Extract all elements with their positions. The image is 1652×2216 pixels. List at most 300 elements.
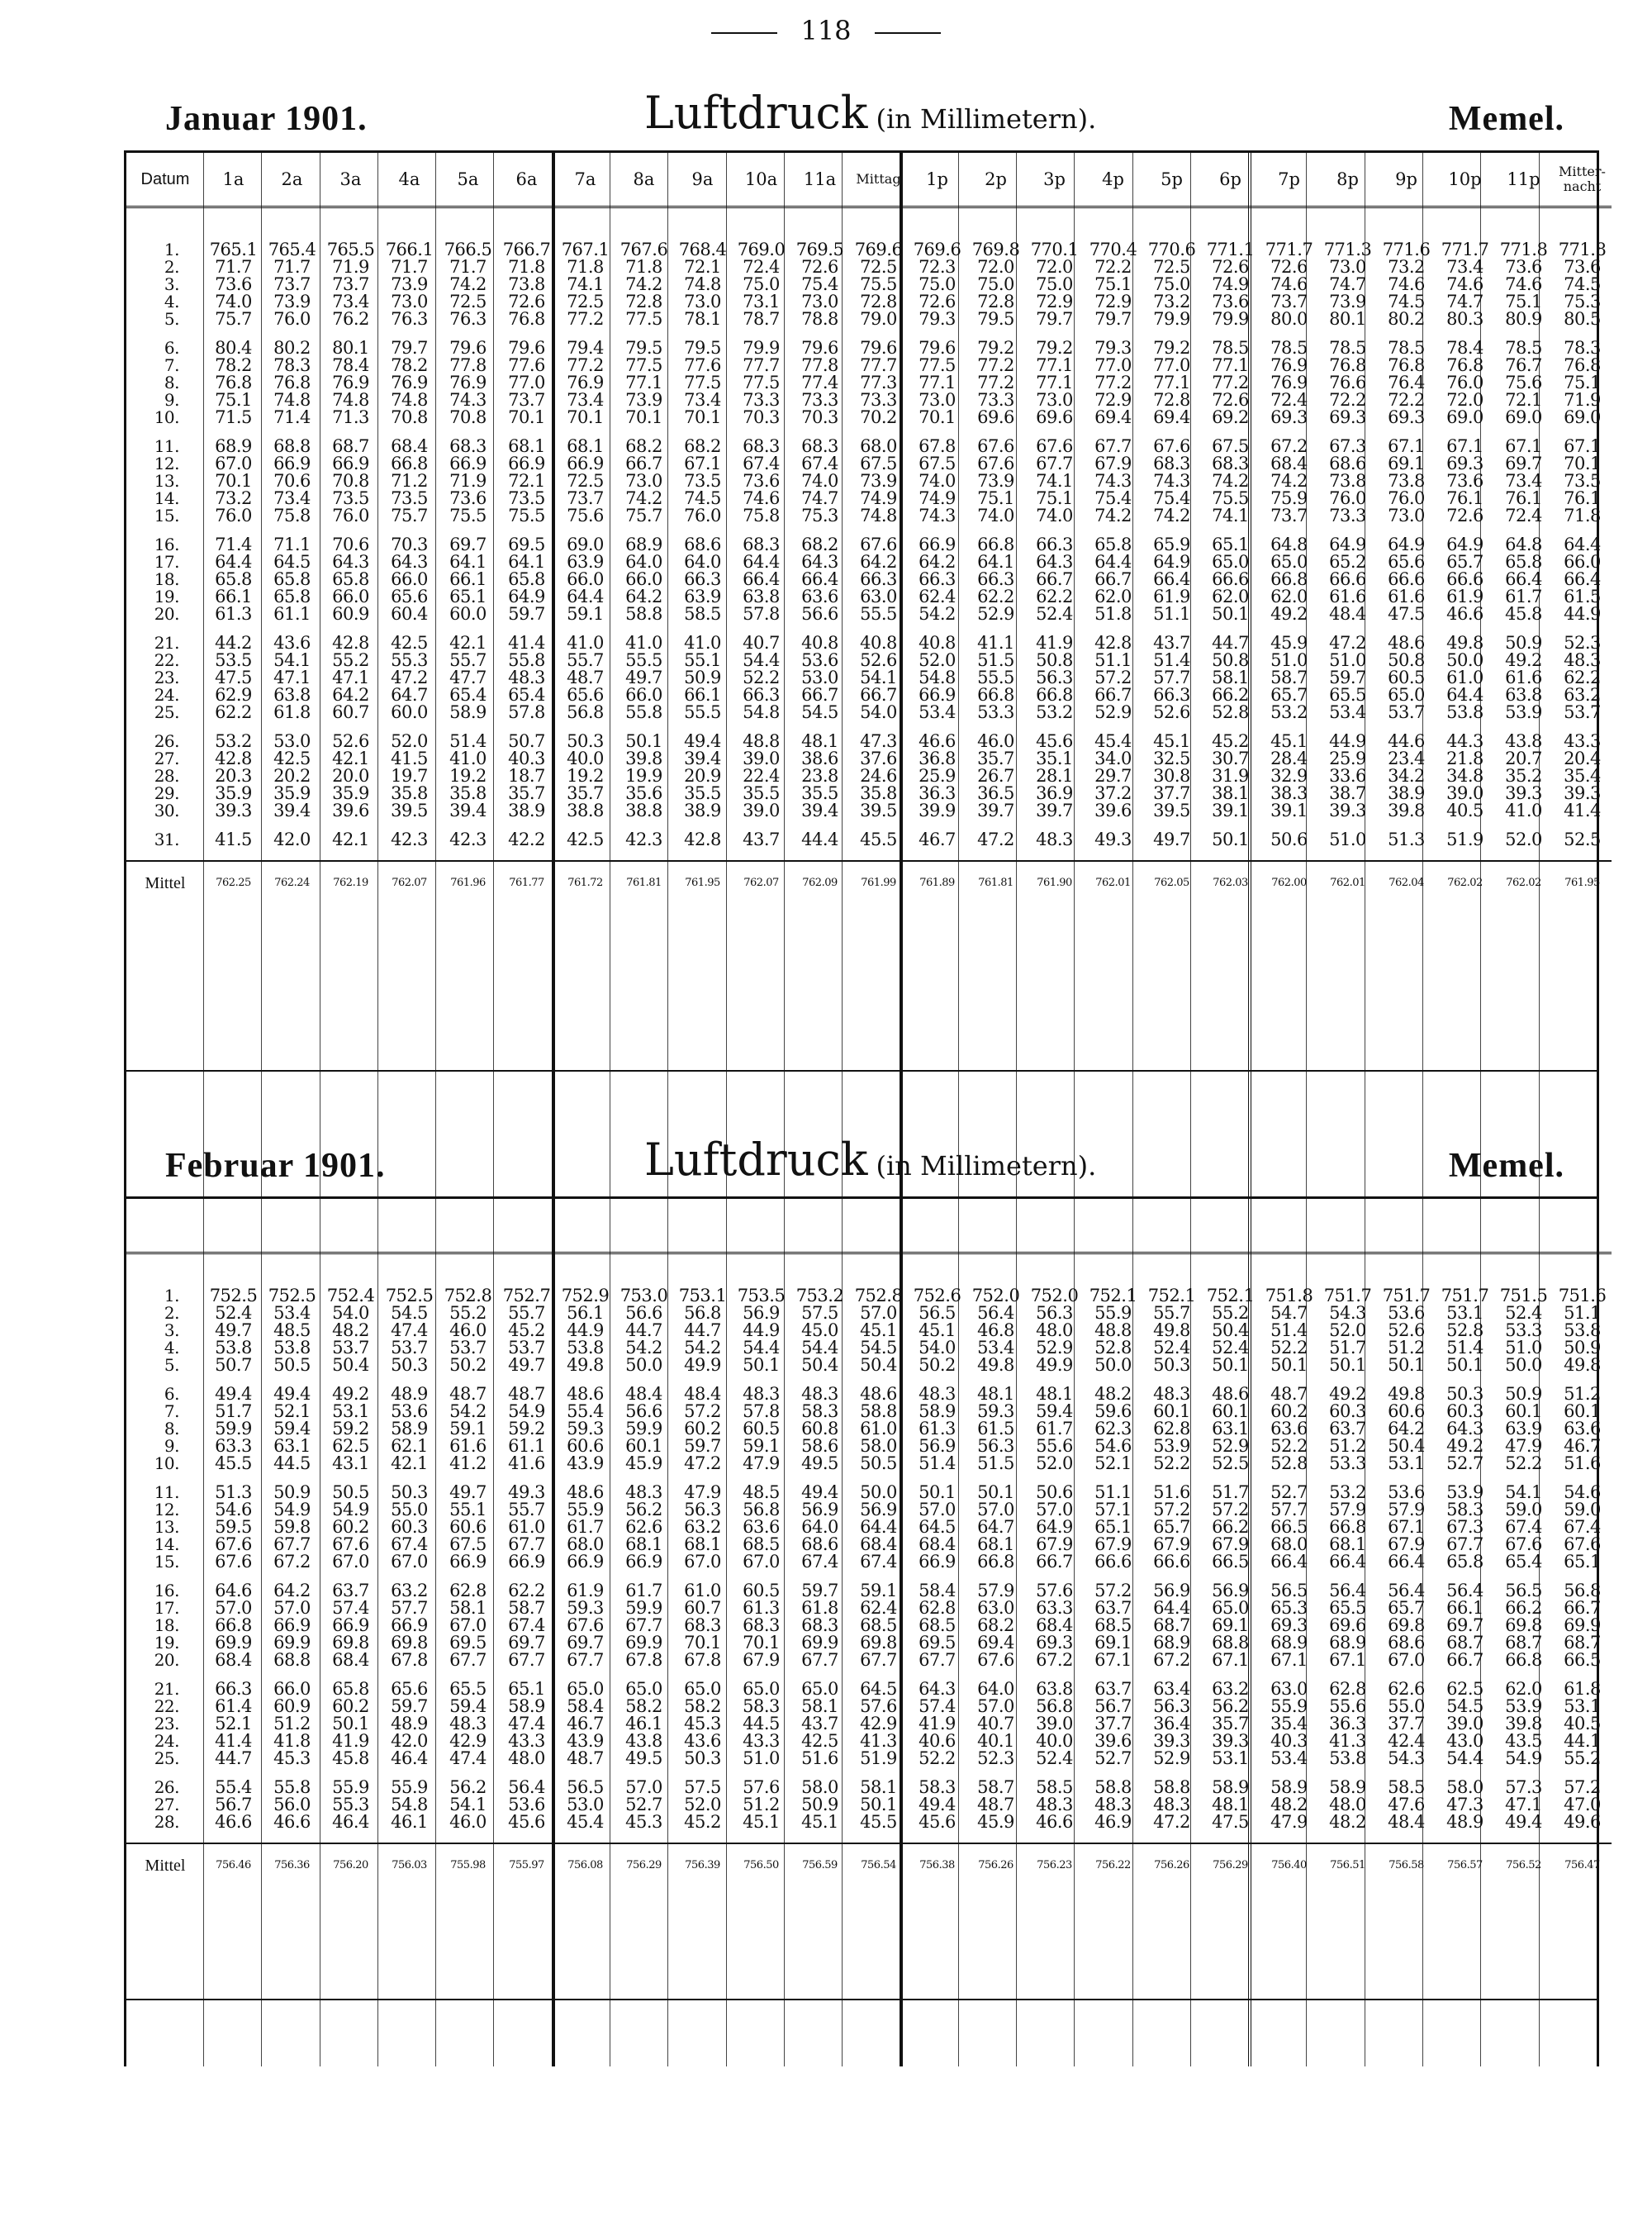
february-value-cell: 48.3 bbox=[743, 1384, 780, 1404]
january-value-cell: 74.6 bbox=[1388, 274, 1425, 294]
january-value-cell: 79.2 bbox=[977, 338, 1014, 358]
february-value-cell: 48.3 bbox=[1153, 1384, 1190, 1404]
january-table-row bbox=[126, 409, 1612, 426]
january-value-cell: 73.0 bbox=[625, 471, 662, 491]
february-value-cell: 67.7 bbox=[801, 1650, 838, 1670]
january-value-cell: 765.1 bbox=[209, 240, 258, 259]
january-value-cell: 35.1 bbox=[1036, 749, 1073, 768]
february-value-cell: 39.0 bbox=[1036, 1714, 1073, 1733]
february-value-cell: 48.0 bbox=[1036, 1320, 1073, 1340]
february-value-cell: 54.5 bbox=[860, 1338, 897, 1358]
january-value-cell: 76.0 bbox=[332, 506, 369, 525]
february-value-cell: 52.1 bbox=[1094, 1453, 1132, 1473]
february-value-cell: 66.9 bbox=[391, 1615, 428, 1635]
january-value-cell: 52.4 bbox=[1036, 604, 1073, 624]
february-value-cell: 60.6 bbox=[1388, 1401, 1425, 1421]
january-value-cell: 65.8 bbox=[1094, 535, 1132, 554]
february-value-cell: 58.1 bbox=[449, 1598, 487, 1618]
february-value-cell: 53.8 bbox=[1329, 1748, 1366, 1768]
february-value-cell: 68.4 bbox=[1036, 1615, 1073, 1635]
february-value-cell: 61.0 bbox=[684, 1581, 721, 1600]
february-value-cell: 51.2 bbox=[1564, 1384, 1601, 1404]
january-value-cell: 73.6 bbox=[743, 471, 780, 491]
january-value-cell: 78.3 bbox=[273, 355, 311, 375]
february-value-cell: 67.2 bbox=[1153, 1650, 1190, 1670]
january-value-cell: 69.7 bbox=[1505, 454, 1542, 473]
february-value-cell: 64.6 bbox=[215, 1581, 252, 1600]
january-value-cell: 52.2 bbox=[743, 668, 780, 687]
february-table-row bbox=[126, 1681, 1612, 1698]
january-value-cell: 73.6 bbox=[215, 274, 252, 294]
february-value-cell: 68.1 bbox=[625, 1534, 662, 1554]
january-value-cell: 769.0 bbox=[737, 240, 786, 259]
january-value-cell: 64.8 bbox=[1270, 535, 1308, 554]
february-value-cell: 59.9 bbox=[625, 1598, 662, 1618]
january-value-cell: 47.2 bbox=[1329, 633, 1366, 653]
january-value-cell: 66.9 bbox=[449, 454, 487, 473]
february-value-cell: 68.5 bbox=[919, 1615, 956, 1635]
january-day-cell: 15. bbox=[154, 506, 179, 525]
february-value-cell: 48.0 bbox=[1329, 1795, 1366, 1814]
february-value-cell: 52.4 bbox=[215, 1303, 252, 1323]
january-value-cell: 71.8 bbox=[1564, 506, 1601, 525]
january-column-header: 9p bbox=[1377, 153, 1436, 207]
february-value-cell: 63.7 bbox=[332, 1581, 369, 1600]
february-value-cell: 44.7 bbox=[215, 1748, 252, 1768]
january-value-cell: 79.6 bbox=[801, 338, 838, 358]
january-value-cell: 65.1 bbox=[1212, 535, 1249, 554]
january-value-cell: 79.5 bbox=[977, 309, 1014, 329]
february-value-cell: 67.7 bbox=[625, 1615, 662, 1635]
february-value-cell: 57.0 bbox=[1036, 1500, 1073, 1519]
february-value-cell: 66.9 bbox=[449, 1552, 487, 1572]
january-value-cell: 43.6 bbox=[273, 633, 311, 653]
january-value-cell: 79.6 bbox=[919, 338, 956, 358]
february-mittel-row bbox=[126, 1843, 1612, 1887]
february-value-cell: 64.5 bbox=[860, 1679, 897, 1699]
january-value-cell: 58.8 bbox=[625, 604, 662, 624]
january-table-row bbox=[126, 259, 1612, 276]
february-value-cell: 752.5 bbox=[268, 1286, 316, 1305]
january-value-cell: 52.6 bbox=[860, 650, 897, 670]
january-value-cell: 69.4 bbox=[1094, 407, 1132, 427]
january-value-cell: 19.7 bbox=[391, 766, 428, 786]
february-value-cell: 56.5 bbox=[1270, 1581, 1308, 1600]
january-column-header: 3a bbox=[321, 153, 380, 207]
february-value-cell: 69.4 bbox=[977, 1633, 1014, 1652]
february-day-cell: 21. bbox=[154, 1679, 179, 1699]
february-value-cell: 58.0 bbox=[801, 1777, 838, 1797]
february-value-cell: 61.3 bbox=[743, 1598, 780, 1618]
february-value-cell: 751.8 bbox=[1265, 1286, 1313, 1305]
february-value-cell: 59.6 bbox=[1094, 1401, 1132, 1421]
january-value-cell: 73.9 bbox=[860, 471, 897, 491]
february-value-cell: 67.4 bbox=[391, 1534, 428, 1554]
january-value-cell: 19.2 bbox=[449, 766, 487, 786]
february-value-cell: 52.6 bbox=[1388, 1320, 1425, 1340]
february-value-cell: 54.0 bbox=[919, 1338, 956, 1358]
february-value-cell: 45.8 bbox=[332, 1748, 369, 1768]
february-value-cell: 66.9 bbox=[919, 1552, 956, 1572]
january-column-header: 5a bbox=[439, 153, 497, 207]
january-value-cell: 61.5 bbox=[1564, 587, 1601, 606]
january-value-cell: 75.1 bbox=[215, 390, 252, 410]
january-value-cell: 41.5 bbox=[215, 830, 252, 849]
february-value-cell: 50.9 bbox=[1564, 1338, 1601, 1358]
january-value-cell: 75.7 bbox=[215, 309, 252, 329]
february-value-cell: 40.5 bbox=[1564, 1714, 1601, 1733]
january-value-cell: 65.2 bbox=[1329, 552, 1366, 572]
february-value-cell: 58.4 bbox=[919, 1581, 956, 1600]
january-value-cell: 767.6 bbox=[620, 240, 668, 259]
february-value-cell: 64.2 bbox=[1388, 1419, 1425, 1438]
february-value-cell: 53.2 bbox=[1329, 1482, 1366, 1502]
february-value-cell: 62.2 bbox=[508, 1581, 545, 1600]
january-value-cell: 80.5 bbox=[1564, 309, 1601, 329]
february-value-cell: 67.7 bbox=[860, 1650, 897, 1670]
january-value-cell: 39.0 bbox=[1446, 783, 1483, 803]
january-value-cell: 43.7 bbox=[1153, 633, 1190, 653]
january-value-cell: 41.0 bbox=[625, 633, 662, 653]
january-value-cell: 39.5 bbox=[860, 801, 897, 820]
january-value-cell: 75.0 bbox=[1036, 274, 1073, 294]
january-value-cell: 57.7 bbox=[1153, 668, 1190, 687]
january-value-cell: 60.4 bbox=[391, 604, 428, 624]
january-day-cell: 10. bbox=[154, 407, 179, 427]
february-value-cell: 65.0 bbox=[625, 1679, 662, 1699]
january-value-cell: 68.9 bbox=[215, 436, 252, 456]
january-value-cell: 75.3 bbox=[1564, 292, 1601, 311]
january-value-cell: 52.6 bbox=[1153, 702, 1190, 722]
january-day-cell: 9. bbox=[164, 390, 179, 410]
january-mittel-value: 762.07 bbox=[380, 861, 439, 905]
january-value-cell: 73.8 bbox=[1388, 471, 1425, 491]
february-value-cell: 48.5 bbox=[273, 1320, 311, 1340]
january-value-cell: 67.6 bbox=[1036, 436, 1073, 456]
february-value-cell: 57.0 bbox=[977, 1696, 1014, 1716]
january-day-cell: 27. bbox=[154, 749, 179, 768]
february-value-cell: 50.0 bbox=[1094, 1355, 1132, 1375]
february-value-cell: 67.9 bbox=[743, 1650, 780, 1670]
february-value-cell: 751.5 bbox=[1499, 1286, 1548, 1305]
january-value-cell: 53.0 bbox=[273, 731, 311, 751]
february-value-cell: 53.8 bbox=[1564, 1320, 1601, 1340]
january-unit: (in Millimetern). bbox=[876, 103, 1097, 135]
january-value-cell: 64.4 bbox=[567, 587, 604, 606]
january-value-cell: 64.4 bbox=[1564, 535, 1601, 554]
february-value-cell: 752.5 bbox=[385, 1286, 434, 1305]
january-column-header: 1a bbox=[204, 153, 263, 207]
february-value-cell: 51.0 bbox=[743, 1748, 780, 1768]
february-value-cell: 752.6 bbox=[913, 1286, 961, 1305]
january-value-cell: 52.3 bbox=[1564, 633, 1601, 653]
january-value-cell: 77.2 bbox=[567, 355, 604, 375]
january-table-row bbox=[126, 733, 1612, 750]
january-value-cell: 76.9 bbox=[449, 373, 487, 392]
february-value-cell: 66.7 bbox=[1564, 1598, 1601, 1618]
january-value-cell: 73.3 bbox=[1329, 506, 1366, 525]
january-value-cell: 29.7 bbox=[1094, 766, 1132, 786]
february-mittel-value: 756.26 bbox=[966, 1843, 1025, 1887]
february-value-cell: 41.6 bbox=[508, 1453, 545, 1473]
january-value-cell: 77.2 bbox=[1094, 373, 1132, 392]
january-value-cell: 73.0 bbox=[1388, 506, 1425, 525]
february-value-cell: 67.8 bbox=[625, 1650, 662, 1670]
february-value-cell: 751.7 bbox=[1441, 1286, 1489, 1305]
february-value-cell: 57.0 bbox=[977, 1500, 1014, 1519]
february-value-cell: 49.7 bbox=[508, 1355, 545, 1375]
february-value-cell: 50.4 bbox=[860, 1355, 897, 1375]
february-value-cell: 57.2 bbox=[1212, 1500, 1249, 1519]
february-value-cell: 49.4 bbox=[919, 1795, 956, 1814]
january-value-cell: 79.6 bbox=[860, 338, 897, 358]
february-value-cell: 59.2 bbox=[332, 1419, 369, 1438]
january-value-cell: 42.8 bbox=[215, 749, 252, 768]
february-value-cell: 52.8 bbox=[1270, 1453, 1308, 1473]
january-value-cell: 64.8 bbox=[1505, 535, 1542, 554]
february-value-cell: 67.9 bbox=[1153, 1534, 1190, 1554]
january-value-cell: 64.9 bbox=[1388, 535, 1425, 554]
january-value-cell: 79.5 bbox=[684, 338, 721, 358]
january-value-cell: 72.2 bbox=[1329, 390, 1366, 410]
february-value-cell: 66.9 bbox=[508, 1552, 545, 1572]
january-value-cell: 72.5 bbox=[860, 257, 897, 277]
january-value-cell: 39.1 bbox=[1212, 801, 1249, 820]
february-table-row bbox=[126, 1698, 1612, 1715]
february-value-cell: 59.9 bbox=[215, 1419, 252, 1438]
january-value-cell: 72.6 bbox=[1212, 257, 1249, 277]
february-value-cell: 57.5 bbox=[684, 1777, 721, 1797]
january-value-cell: 76.2 bbox=[332, 309, 369, 329]
january-value-cell: 79.9 bbox=[1212, 309, 1249, 329]
february-value-cell: 44.5 bbox=[743, 1714, 780, 1733]
february-value-cell: 63.1 bbox=[273, 1436, 311, 1456]
february-value-cell: 753.1 bbox=[678, 1286, 727, 1305]
february-value-cell: 50.9 bbox=[801, 1795, 838, 1814]
january-value-cell: 52.9 bbox=[977, 604, 1014, 624]
january-value-cell: 72.8 bbox=[977, 292, 1014, 311]
february-value-cell: 40.6 bbox=[919, 1731, 956, 1751]
january-value-cell: 61.8 bbox=[273, 702, 311, 722]
february-value-cell: 49.3 bbox=[508, 1482, 545, 1502]
february-value-cell: 51.1 bbox=[1094, 1482, 1132, 1502]
february-value-cell: 52.2 bbox=[1270, 1436, 1308, 1456]
february-value-cell: 67.6 bbox=[215, 1534, 252, 1554]
january-value-cell: 72.9 bbox=[1036, 292, 1073, 311]
january-value-cell: 80.0 bbox=[1270, 309, 1308, 329]
february-value-cell: 54.2 bbox=[684, 1338, 721, 1358]
january-value-cell: 770.4 bbox=[1089, 240, 1137, 259]
february-value-cell: 45.5 bbox=[860, 1812, 897, 1832]
january-value-cell: 35.9 bbox=[332, 783, 369, 803]
january-value-cell: 40.0 bbox=[567, 749, 604, 768]
january-value-cell: 36.3 bbox=[919, 783, 956, 803]
february-value-cell: 67.6 bbox=[567, 1615, 604, 1635]
january-value-cell: 77.5 bbox=[625, 355, 662, 375]
february-value-cell: 36.3 bbox=[1329, 1714, 1366, 1733]
january-value-cell: 79.7 bbox=[391, 338, 428, 358]
february-value-cell: 52.2 bbox=[1153, 1453, 1190, 1473]
january-value-cell: 64.9 bbox=[508, 587, 545, 606]
february-value-cell: 43.3 bbox=[508, 1731, 545, 1751]
february-value-cell: 57.1 bbox=[1094, 1500, 1132, 1519]
january-value-cell: 79.0 bbox=[860, 309, 897, 329]
january-value-cell: 75.1 bbox=[1505, 292, 1542, 311]
february-value-cell: 44.9 bbox=[743, 1320, 780, 1340]
january-value-cell: 51.3 bbox=[1388, 830, 1425, 849]
january-value-cell: 69.0 bbox=[567, 535, 604, 554]
january-value-cell: 58.5 bbox=[684, 604, 721, 624]
january-value-cell: 71.5 bbox=[215, 407, 252, 427]
january-value-cell: 75.8 bbox=[273, 506, 311, 525]
january-value-cell: 72.4 bbox=[1505, 506, 1542, 525]
january-value-cell: 64.9 bbox=[1446, 535, 1483, 554]
february-day-cell: 24. bbox=[154, 1731, 179, 1751]
february-value-cell: 54.5 bbox=[391, 1303, 428, 1323]
january-value-cell: 78.1 bbox=[684, 309, 721, 329]
january-value-cell: 76.0 bbox=[684, 506, 721, 525]
february-value-cell: 50.0 bbox=[1505, 1355, 1542, 1375]
february-mittel-value: 756.52 bbox=[1494, 1843, 1553, 1887]
january-mittel-value: 761.99 bbox=[849, 861, 908, 905]
january-value-cell: 73.0 bbox=[919, 390, 956, 410]
february-value-cell: 42.9 bbox=[449, 1731, 487, 1751]
february-value-cell: 49.9 bbox=[684, 1355, 721, 1375]
january-value-cell: 41.0 bbox=[684, 633, 721, 653]
february-value-cell: 53.9 bbox=[1446, 1482, 1483, 1502]
january-value-cell: 78.5 bbox=[1270, 338, 1308, 358]
february-value-cell: 53.7 bbox=[391, 1338, 428, 1358]
february-value-cell: 35.7 bbox=[1212, 1714, 1249, 1733]
january-mittel-value: 762.05 bbox=[1142, 861, 1201, 905]
january-value-cell: 67.3 bbox=[1329, 436, 1366, 456]
january-value-cell: 74.2 bbox=[625, 488, 662, 508]
february-value-cell: 59.0 bbox=[1505, 1500, 1542, 1519]
january-value-cell: 76.4 bbox=[1388, 373, 1425, 392]
february-value-cell: 45.4 bbox=[567, 1812, 604, 1832]
january-value-cell: 48.3 bbox=[1036, 830, 1073, 849]
february-value-cell: 51.4 bbox=[1446, 1338, 1483, 1358]
february-value-cell: 43.5 bbox=[1505, 1731, 1542, 1751]
january-value-cell: 80.3 bbox=[1446, 309, 1483, 329]
january-day-cell: 5. bbox=[164, 309, 179, 329]
february-value-cell: 56.9 bbox=[860, 1500, 897, 1519]
january-value-cell: 78.2 bbox=[215, 355, 252, 375]
january-value-cell: 20.7 bbox=[1505, 749, 1542, 768]
february-value-cell: 62.6 bbox=[1388, 1679, 1425, 1699]
january-value-cell: 63.8 bbox=[1505, 685, 1542, 705]
february-value-cell: 48.5 bbox=[743, 1482, 780, 1502]
january-value-cell: 36.8 bbox=[919, 749, 956, 768]
february-value-cell: 48.2 bbox=[1329, 1812, 1366, 1832]
january-value-cell: 66.0 bbox=[1564, 552, 1601, 572]
january-column-header: 6a bbox=[497, 153, 556, 207]
february-value-cell: 68.2 bbox=[977, 1615, 1014, 1635]
january-value-cell: 76.9 bbox=[332, 373, 369, 392]
february-value-cell: 54.6 bbox=[1564, 1482, 1601, 1502]
january-value-cell: 63.9 bbox=[684, 587, 721, 606]
january-value-cell: 65.5 bbox=[1329, 685, 1366, 705]
february-value-cell: 54.2 bbox=[449, 1401, 487, 1421]
january-value-cell: 42.3 bbox=[391, 830, 428, 849]
january-value-cell: 74.8 bbox=[273, 390, 311, 410]
february-value-cell: 52.7 bbox=[1270, 1482, 1308, 1502]
january-value-cell: 72.1 bbox=[508, 471, 545, 491]
january-table-row bbox=[126, 455, 1612, 473]
january-value-cell: 79.9 bbox=[1153, 309, 1190, 329]
january-value-cell: 51.1 bbox=[1153, 604, 1190, 624]
january-value-cell: 70.3 bbox=[743, 407, 780, 427]
january-value-cell: 52.8 bbox=[1212, 702, 1249, 722]
february-value-cell: 58.3 bbox=[743, 1696, 780, 1716]
january-value-cell: 44.7 bbox=[1212, 633, 1249, 653]
february-value-cell: 68.0 bbox=[567, 1534, 604, 1554]
january-value-cell: 50.3 bbox=[567, 731, 604, 751]
january-value-cell: 66.6 bbox=[1329, 569, 1366, 589]
february-value-cell: 52.7 bbox=[625, 1795, 662, 1814]
february-value-cell: 48.6 bbox=[567, 1482, 604, 1502]
february-value-cell: 42.9 bbox=[860, 1714, 897, 1733]
february-value-cell: 51.1 bbox=[1564, 1303, 1601, 1323]
january-value-cell: 66.7 bbox=[801, 685, 838, 705]
january-value-cell: 52.0 bbox=[1505, 830, 1542, 849]
february-table-row bbox=[126, 1600, 1612, 1617]
february-value-cell: 66.2 bbox=[1212, 1517, 1249, 1537]
january-header-row bbox=[126, 153, 1612, 207]
february-value-cell: 51.9 bbox=[860, 1748, 897, 1768]
january-value-cell: 67.1 bbox=[1505, 436, 1542, 456]
january-value-cell: 45.2 bbox=[1212, 731, 1249, 751]
february-mittel-value: 756.39 bbox=[673, 1843, 732, 1887]
january-column-header: 10p bbox=[1436, 153, 1494, 207]
january-value-cell: 53.7 bbox=[1564, 702, 1601, 722]
february-value-cell: 54.4 bbox=[1446, 1748, 1483, 1768]
january-value-cell: 35.4 bbox=[1564, 766, 1601, 786]
february-value-cell: 67.0 bbox=[743, 1552, 780, 1572]
january-value-cell: 78.3 bbox=[1564, 338, 1601, 358]
january-day-cell: 8. bbox=[164, 373, 179, 392]
february-value-cell: 49.9 bbox=[1036, 1355, 1073, 1375]
february-value-cell: 47.5 bbox=[1212, 1812, 1249, 1832]
february-table-row bbox=[126, 1634, 1612, 1652]
february-value-cell: 63.8 bbox=[1036, 1679, 1073, 1699]
january-value-cell: 42.1 bbox=[332, 830, 369, 849]
february-value-cell: 66.8 bbox=[977, 1552, 1014, 1572]
january-value-cell: 72.1 bbox=[684, 257, 721, 277]
january-value-cell: 64.4 bbox=[743, 552, 780, 572]
january-value-cell: 76.9 bbox=[567, 373, 604, 392]
february-value-cell: 63.6 bbox=[1270, 1419, 1308, 1438]
february-value-cell: 67.7 bbox=[919, 1650, 956, 1670]
january-value-cell: 71.7 bbox=[215, 257, 252, 277]
february-value-cell: 67.6 bbox=[1564, 1534, 1601, 1554]
january-value-cell: 73.4 bbox=[1505, 471, 1542, 491]
january-value-cell: 35.7 bbox=[508, 783, 545, 803]
january-value-cell: 60.5 bbox=[1388, 668, 1425, 687]
january-value-cell: 73.0 bbox=[1329, 257, 1366, 277]
february-value-cell: 752.1 bbox=[1206, 1286, 1255, 1305]
january-value-cell: 35.5 bbox=[801, 783, 838, 803]
february-value-cell: 64.3 bbox=[1446, 1419, 1483, 1438]
february-value-cell: 50.3 bbox=[684, 1748, 721, 1768]
february-value-cell: 58.5 bbox=[1388, 1777, 1425, 1797]
february-mittel-value: 756.46 bbox=[204, 1843, 263, 1887]
january-value-cell: 73.6 bbox=[1505, 257, 1542, 277]
january-table-row bbox=[126, 606, 1612, 623]
february-value-cell: 60.2 bbox=[1270, 1401, 1308, 1421]
january-value-cell: 74.6 bbox=[743, 488, 780, 508]
february-value-cell: 49.4 bbox=[801, 1482, 838, 1502]
